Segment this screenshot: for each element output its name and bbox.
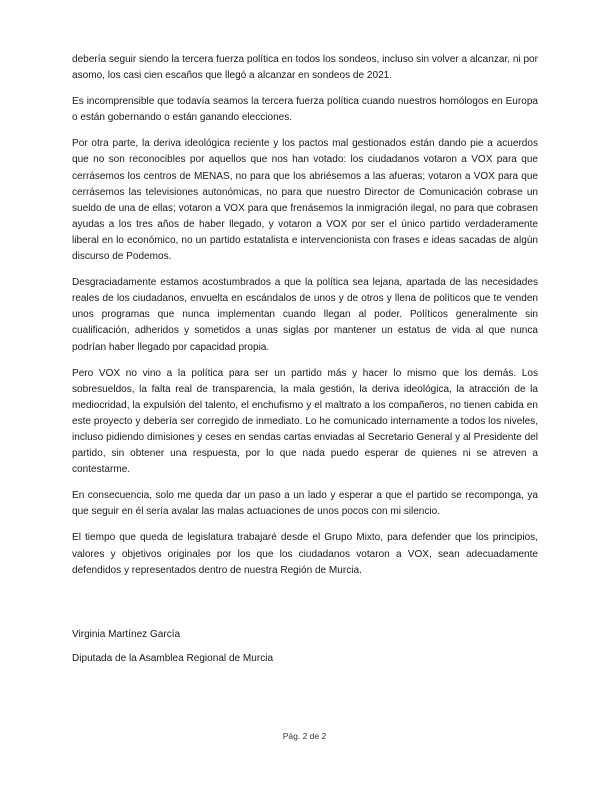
signature-title: Diputada de la Asamblea Regional de Murcia — [72, 653, 274, 664]
paragraph-5: Pero VOX no vino a la política para ser un partido más y hacer lo mismo que los demás. Los sobresueldos, la falta real de transparencia, la mala gestión, la deriva ideológica, la atracción de la mediocridad, la expulsión del talento, el enchufismo y el maltrato a los compañeros, no tienen cabida en este proyecto y debería ser corregido de inmediato. Lo he comunicado internamente a todos los niveles, incluso pidiendo dimisiones y ceses en sendas cartas enviadas al Secretario General y al Presidente del partido, sin obtener una respuesta, por lo que nada puedo esperar de quienes ni se atreven a contestarme. — [72, 367, 538, 476]
paragraph-2: Es incomprensible que todavía seamos la tercera fuerza política cuando nuestros homólogos en Europa o están gobernando o están ganando elecciones. — [72, 96, 538, 124]
paragraph-6: En consecuencia, solo me queda dar un paso a un lado y esperar a que el partido se recomponga, ya que seguir en él sería avalar las malas actuaciones de unos pocos con mi silencio. — [72, 490, 538, 518]
signature-name: Virginia Martínez García — [72, 629, 181, 640]
paragraph-4: Desgraciadamente estamos acostumbrados a que la política sea lejana, apartada de las necesidades reales de los ciudadanos, envuelta en escándalos de unos y de otros y llena de políticos que te venden unos programas que nunca implementan cuando llegan al poder. Políticos generalmente sin cualificación, adheridos y sometidos a unas siglas por mantener un estatus de vida al que nunca podrían haber llegado por capacidad propia. — [72, 277, 538, 353]
paragraph-1: debería seguir siendo la tercera fuerza política en todos los sondeos, incluso sin volver a alcanzar, ni por asomo, los casi cien escaños que llegó a alcanzar en sondeos de 2021. — [72, 54, 538, 82]
paragraph-7: El tiempo que queda de legislatura trabajaré desde el Grupo Mixto, para defender que los principios, valores y objetivos originales por los que los ciudadanos votaron a VOX, sean adecuadamente defendidos y representados dentro de nuestra Región de Murcia. — [72, 532, 538, 576]
letter-body — [72, 52, 538, 589]
page-number: Pág. 2 de 2 — [282, 731, 327, 741]
paragraph-3: Por otra parte, la deriva ideológica reciente y los pactos mal gestionados están dando pie a acuerdos que no son reconocibles por aquellos que nos han votado: los ciudadanos votaron a VOX para que cerrásemos los centros de MENAS, no para que los abriésemos a las afueras; votaron a VOX para que cerrásemos las televisiones autonómicas, no para que nuestro Director de Comunicación cobrase un sueldo de una de ellas; votaron a VOX para que frenásemos la inmigración ilegal, no para que cobrasen ayudas a los tres años de haber llegado, y votaron a VOX por ser el único partido verdaderamente liberal en lo económico, no un partido estatalista e intervencionista con frases e ideas sacadas de algún discurso de Podemos. — [72, 138, 538, 263]
